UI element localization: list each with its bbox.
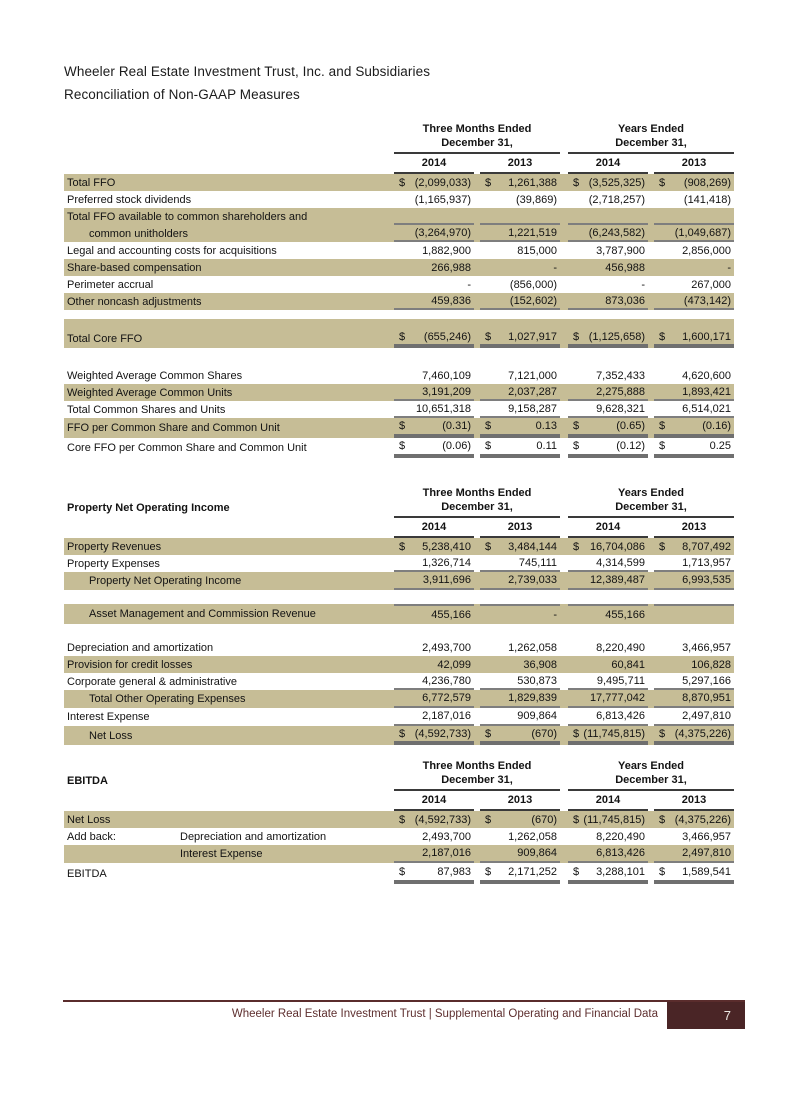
row-label: Core FFO per Common Share and Common Unit — [67, 442, 307, 454]
value-cell: 10,651,318 — [394, 401, 474, 418]
dollar-sign: $ — [485, 440, 492, 452]
spacer-row — [64, 590, 734, 604]
value-cell: 8,870,951 — [654, 690, 734, 708]
period-header-row — [64, 486, 734, 518]
value-cell: 2,497,810 — [654, 708, 734, 726]
value-cell: $ (0.12) — [568, 438, 648, 458]
value-cell: 909,864 — [480, 845, 560, 863]
value-cell: 6,813,426 — [568, 845, 648, 863]
value-cell: (39,869) — [516, 193, 557, 206]
row-label: Add back: Depreciation and amortization — [67, 830, 327, 843]
value-cell: 2,275,888 — [568, 384, 648, 401]
dollar-sign: $ — [659, 865, 666, 878]
year-column-header: 2013 — [654, 154, 734, 174]
dollar-sign: $ — [659, 727, 666, 740]
year-column-header: 2014 — [394, 518, 474, 538]
table-row — [64, 330, 734, 348]
dollar-sign: $ — [399, 420, 406, 432]
three-months-ended-header: Three Months Ended December 31, — [394, 759, 560, 791]
row-label: Total Other Operating Expenses — [89, 693, 246, 705]
value-cell: 266,988 — [431, 261, 471, 274]
period-header-row — [64, 759, 734, 791]
value-cell: $ (0.31) — [394, 418, 474, 438]
dollar-sign: $ — [485, 331, 492, 343]
value-cell: $ (4,375,226) — [654, 726, 734, 745]
value-cell: 459,836 — [394, 293, 474, 310]
table-ebitda — [64, 759, 734, 884]
value-cell: $ (2,099,033) — [399, 176, 471, 189]
value-cell: $ (655,246) — [394, 330, 474, 348]
row-label: Preferred stock dividends — [67, 193, 192, 206]
value-cell: $ 3,288,101 — [568, 863, 648, 884]
row-label: Interest Expense — [180, 848, 263, 860]
table-row — [64, 401, 734, 418]
value-cell: (856,000) — [509, 278, 557, 291]
value-cell: (1,049,687) — [654, 225, 734, 242]
three-months-ended-header: Three Months Ended December 31, — [394, 122, 560, 154]
value-cell: $ (4,592,733) — [399, 813, 471, 826]
dollar-sign: $ — [659, 331, 666, 343]
value-cell: 1,829,839 — [480, 690, 560, 708]
row-label: FFO per Common Share and Common Unit — [67, 422, 280, 434]
value-cell: - — [727, 261, 731, 274]
value-cell: $ (0.06) — [394, 438, 474, 458]
value-cell: 106,828 — [691, 658, 731, 671]
value-cell: $ 5,238,410 — [399, 540, 471, 553]
value-cell: $ (670) — [485, 813, 557, 826]
table-row — [64, 242, 734, 259]
years-ended-header: Years Ended December 31, — [568, 759, 734, 791]
value-cell: (6,243,582) — [568, 225, 648, 242]
year-column-header: 2014 — [568, 791, 648, 811]
period-header-row — [64, 122, 734, 154]
dollar-sign: $ — [659, 540, 666, 553]
value-cell: - — [480, 604, 560, 624]
value-cell: 12,389,487 — [568, 572, 648, 590]
row-label: Share-based compensation — [67, 261, 202, 274]
row-label: Other noncash adjustments — [67, 295, 202, 308]
document-header — [64, 60, 799, 106]
value-cell: 9,158,287 — [480, 401, 560, 418]
year-column-header: 2014 — [394, 154, 474, 174]
row-label: Property Net Operating Income — [89, 575, 242, 587]
value-cell: 42,099 — [437, 658, 471, 671]
value-cell: 1,221,519 — [480, 225, 560, 242]
page-number-badge: 7 — [667, 1002, 745, 1029]
value-cell: 3,191,209 — [394, 384, 474, 401]
table-row — [64, 639, 734, 656]
row-label: Total FFO — [67, 176, 116, 189]
value-cell: 7,460,109 — [422, 369, 471, 382]
value-cell: 8,220,490 — [596, 641, 645, 654]
value-cell: (141,418) — [683, 193, 731, 206]
value-cell: 2,856,000 — [682, 244, 731, 257]
value-cell: 6,993,535 — [654, 572, 734, 590]
value-cell: $ 87,983 — [394, 863, 474, 884]
value-cell: $ (4,592,733) — [394, 726, 474, 745]
value-cell — [394, 208, 474, 225]
section-label: Property Net Operating Income — [67, 502, 230, 514]
value-cell: - — [467, 278, 471, 291]
dollar-sign: $ — [573, 813, 580, 826]
value-cell: 2,187,016 — [394, 845, 474, 863]
value-cell: 3,787,900 — [596, 244, 645, 257]
value-cell: 2,493,700 — [422, 830, 471, 843]
value-cell — [480, 208, 560, 225]
dollar-sign: $ — [573, 540, 580, 553]
row-label: Property Expenses — [67, 557, 160, 570]
row-label: Weighted Average Common Units — [67, 386, 233, 399]
row-label: Interest Expense — [67, 711, 150, 723]
dollar-sign: $ — [573, 176, 580, 189]
row-label: Perimeter accrual — [67, 278, 154, 291]
row-label: Legal and accounting costs for acquisitions — [67, 244, 277, 257]
table-row — [64, 811, 734, 828]
years-ended-header: Years Ended December 31, — [568, 122, 734, 154]
table-row — [64, 604, 734, 624]
value-cell: $ (3,525,325) — [573, 176, 645, 189]
value-cell: 2,187,016 — [394, 708, 474, 726]
row-label: Total FFO available to common shareholders and — [67, 210, 308, 223]
value-cell: 6,813,426 — [568, 708, 648, 726]
value-cell: 8,220,490 — [596, 830, 645, 843]
row-label: common unitholders — [89, 227, 189, 240]
table-row — [64, 438, 734, 458]
value-cell: $ 16,704,086 — [573, 540, 645, 553]
table-row — [64, 174, 734, 191]
value-cell: 2,493,700 — [422, 641, 471, 654]
year-column-header: 2014 — [568, 518, 648, 538]
label-spacer — [64, 791, 394, 811]
row-label: Property Revenues — [67, 540, 162, 553]
value-cell: 1,713,957 — [654, 555, 734, 572]
years-ended-header: Years Ended December 31, — [568, 486, 734, 518]
value-cell: $ 1,261,388 — [485, 176, 557, 189]
value-cell: 455,166 — [394, 604, 474, 624]
dollar-sign: $ — [485, 727, 492, 740]
value-cell: 3,911,696 — [394, 572, 474, 590]
value-cell: 7,352,433 — [596, 369, 645, 382]
dollar-sign: $ — [573, 331, 580, 343]
table-row — [64, 191, 734, 208]
value-cell: $ 0.25 — [654, 438, 734, 458]
dollar-sign: $ — [399, 440, 406, 452]
value-cell: 5,297,166 — [654, 673, 734, 690]
table-row — [64, 572, 734, 590]
value-cell: $ 3,484,144 — [485, 540, 557, 553]
footer-text: Wheeler Real Estate Investment Trust | Supplemental Operating and Financial Data — [231, 1008, 658, 1020]
table-row — [64, 293, 734, 310]
dollar-sign: $ — [485, 420, 492, 432]
value-cell: 9,628,321 — [568, 401, 648, 418]
year-column-header: 2013 — [654, 518, 734, 538]
value-cell: $ 2,171,252 — [480, 863, 560, 884]
dollar-sign: $ — [573, 420, 580, 432]
row-label: Net Loss — [89, 729, 133, 742]
dollar-sign: $ — [399, 865, 406, 878]
dollar-sign: $ — [485, 813, 492, 826]
value-cell: 6,772,579 — [394, 690, 474, 708]
value-cell: $ (908,269) — [659, 176, 731, 189]
table-row — [64, 863, 734, 884]
value-cell: 1,882,900 — [422, 244, 471, 257]
year-header-row — [64, 154, 734, 174]
table-row — [64, 828, 734, 845]
dollar-sign: $ — [399, 727, 406, 740]
value-cell: (2,718,257) — [588, 193, 645, 206]
year-column-header: 2013 — [654, 791, 734, 811]
value-cell: 530,873 — [480, 673, 560, 690]
value-cell: 9,495,711 — [568, 673, 648, 690]
table-property-net-operating-income — [64, 486, 734, 745]
value-cell — [654, 604, 734, 624]
report-title: Reconciliation of Non-GAAP Measures — [64, 87, 300, 102]
value-cell: $ (670) — [480, 726, 560, 745]
value-cell: $ (0.16) — [654, 418, 734, 438]
year-header-row — [64, 518, 734, 538]
table-row — [64, 384, 734, 401]
label-spacer — [64, 154, 394, 174]
value-cell — [654, 208, 734, 225]
dollar-sign: $ — [573, 865, 580, 878]
year-column-header: 2013 — [480, 518, 560, 538]
value-cell: $ (0.65) — [568, 418, 648, 438]
dollar-sign: $ — [659, 420, 666, 432]
value-cell: 17,777,042 — [568, 690, 648, 708]
table-row — [64, 276, 734, 293]
year-header-row — [64, 791, 734, 811]
value-cell: 267,000 — [691, 278, 731, 291]
table-row — [64, 538, 734, 555]
spacer-row — [64, 624, 734, 639]
table-row — [64, 726, 734, 745]
dollar-sign: $ — [485, 865, 492, 878]
table-row — [64, 555, 734, 572]
value-cell: 1,326,714 — [394, 555, 474, 572]
row-label: Total Common Shares and Units — [67, 403, 226, 416]
value-cell: $ 1,027,917 — [480, 330, 560, 348]
value-cell: 4,236,780 — [394, 673, 474, 690]
financial-tables — [64, 122, 736, 884]
table-row — [64, 418, 734, 438]
value-cell: 60,841 — [611, 658, 645, 671]
spacer-row — [64, 310, 734, 319]
spacer-row — [64, 319, 734, 330]
row-label: Weighted Average Common Shares — [67, 369, 243, 382]
value-cell: 4,314,599 — [568, 555, 648, 572]
value-cell: 3,466,957 — [682, 641, 731, 654]
row-label: Provision for credit losses — [67, 658, 193, 671]
value-cell: $ (11,745,815) — [568, 726, 648, 745]
value-cell: 4,620,600 — [682, 369, 731, 382]
value-cell: (1,165,937) — [414, 193, 471, 206]
spacer-row — [64, 348, 734, 367]
table-row — [64, 708, 734, 726]
value-cell: 1,893,421 — [654, 384, 734, 401]
value-cell: 3,466,957 — [682, 830, 731, 843]
value-cell: $ 8,707,492 — [659, 540, 731, 553]
value-cell: 1,262,058 — [508, 641, 557, 654]
dollar-sign: $ — [659, 440, 666, 452]
row-label: Asset Management and Commission Revenue — [89, 608, 316, 620]
value-cell: - — [641, 278, 645, 291]
year-column-header: 2013 — [480, 791, 560, 811]
table-row — [64, 656, 734, 673]
year-column-header: 2014 — [568, 154, 648, 174]
dollar-sign: $ — [399, 331, 406, 343]
value-cell: $ 0.13 — [480, 418, 560, 438]
dollar-sign: $ — [485, 176, 492, 189]
table-row — [64, 367, 734, 384]
table-row — [64, 673, 734, 690]
row-label: EBITDA — [67, 867, 107, 880]
value-cell: $ 0.11 — [480, 438, 560, 458]
value-cell: 745,111 — [480, 555, 560, 572]
year-column-header: 2013 — [480, 154, 560, 174]
value-cell: 6,514,021 — [654, 401, 734, 418]
three-months-ended-header: Three Months Ended December 31, — [394, 486, 560, 518]
dollar-sign: $ — [659, 813, 666, 826]
value-cell: (152,602) — [480, 293, 560, 310]
value-cell: $ (4,375,226) — [659, 813, 731, 826]
value-cell: 909,864 — [480, 708, 560, 726]
value-cell: $ (11,745,815) — [573, 813, 645, 826]
value-cell: (3,264,970) — [394, 225, 474, 242]
value-cell: 2,739,033 — [480, 572, 560, 590]
table-ffo-reconciliation — [64, 122, 734, 458]
table-row — [64, 259, 734, 276]
label-spacer — [64, 518, 394, 538]
value-cell: 7,121,000 — [508, 369, 557, 382]
year-column-header: 2014 — [394, 791, 474, 811]
value-cell: 2,037,287 — [480, 384, 560, 401]
value-cell: 1,262,058 — [508, 830, 557, 843]
page-footer — [63, 1000, 745, 1029]
row-label: Corporate general & administrative — [67, 675, 237, 688]
dollar-sign: $ — [573, 440, 580, 452]
value-cell — [568, 208, 648, 225]
dollar-sign: $ — [659, 176, 666, 189]
dollar-sign: $ — [399, 813, 406, 826]
value-cell: (473,142) — [654, 293, 734, 310]
value-cell: 2,497,810 — [654, 845, 734, 863]
value-cell: 456,988 — [605, 261, 645, 274]
value-cell: $ 1,600,171 — [654, 330, 734, 348]
value-cell: 815,000 — [517, 244, 557, 257]
value-cell: $ (1,125,658) — [568, 330, 648, 348]
value-cell: 455,166 — [568, 604, 648, 624]
table-row — [64, 690, 734, 708]
row-label: Net Loss — [67, 813, 111, 826]
dollar-sign: $ — [399, 176, 406, 189]
table-row — [64, 208, 734, 225]
company-title: Wheeler Real Estate Investment Trust, Inc. and Subsidiaries — [64, 64, 431, 79]
value-cell: 36,908 — [523, 658, 557, 671]
row-label: Total Core FFO — [67, 333, 143, 345]
dollar-sign: $ — [573, 727, 580, 740]
value-cell: - — [553, 261, 557, 274]
dollar-sign: $ — [485, 540, 492, 553]
value-cell: 873,036 — [568, 293, 648, 310]
table-row — [64, 225, 734, 242]
dollar-sign: $ — [399, 540, 406, 553]
row-label: Depreciation and amortization — [67, 641, 214, 654]
section-label: EBITDA — [67, 775, 108, 787]
value-cell: $ 1,589,541 — [654, 863, 734, 884]
table-row — [64, 845, 734, 863]
